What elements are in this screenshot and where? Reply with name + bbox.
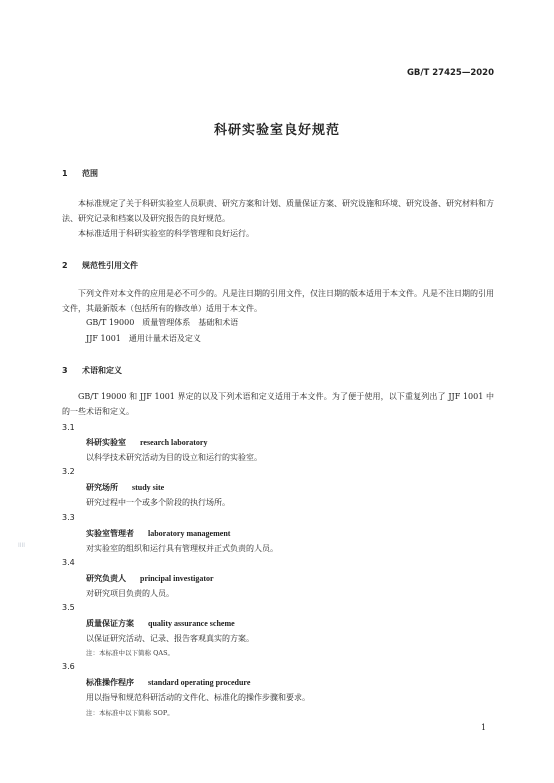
- section-2-heading: [62, 260, 138, 271]
- page-number: 1: [481, 723, 487, 732]
- section-number: 2: [62, 261, 68, 270]
- term-english: principal investigator: [140, 574, 214, 583]
- term-chinese: 质量保证方案: [86, 619, 134, 628]
- term-definition: 对研究项目负责的人员。: [86, 589, 174, 598]
- term-chinese: 研究负责人: [86, 574, 126, 583]
- section-1-paragraph-2: 本标准适用于科研实验室的科学管理和良好运行。: [78, 229, 254, 238]
- term-english: research laboratory: [140, 438, 208, 447]
- term-definition: 以科学技术研究活动为目的设立和运行的实验室。: [86, 453, 262, 462]
- section-title: 范围: [82, 169, 98, 178]
- term-heading: [86, 528, 230, 539]
- term-number: 3.3: [62, 513, 75, 522]
- reference-item: GB/T 19000 质量管理体系 基础和术语: [86, 318, 239, 327]
- term-heading: [86, 618, 235, 629]
- term-number: 3.6: [62, 662, 75, 671]
- scan-edge-mark: IIII: [18, 542, 26, 549]
- term-number: 3.4: [62, 558, 75, 567]
- term-note: 注：本标准中以下简称 QAS。: [86, 649, 175, 657]
- document-title: 科研实验室良好规范: [213, 123, 340, 138]
- term-chinese: 科研实验室: [86, 438, 126, 447]
- term-english: standard operating procedure: [148, 678, 251, 687]
- term-heading: [86, 482, 164, 493]
- section-1-heading: [62, 168, 98, 179]
- term-definition: 用以指导和规范科研活动的文件化、标准化的操作步骤和要求。: [86, 693, 310, 702]
- term-english: quality assurance scheme: [148, 619, 235, 628]
- term-chinese: 实验室管理者: [86, 529, 134, 538]
- section-title: 术语和定义: [82, 366, 122, 375]
- section-2-paragraph: 下列文件对本文件的应用是必不可少的。凡是注日期的引用文件，仅注日期的版本适用于本文件。凡是不注日期的引用文件，其最新版本（包括所有的修改单）适用于本文件。: [62, 289, 494, 313]
- term-english: study site: [132, 483, 165, 492]
- section-number: 1: [62, 169, 68, 178]
- term-heading: [86, 437, 207, 448]
- section-3-heading: [62, 365, 122, 376]
- term-number: 3.2: [62, 467, 75, 476]
- term-definition: 研究过程中一个或多个阶段的执行场所。: [86, 498, 230, 507]
- reference-item: JJF 1001 通用计量术语及定义: [86, 334, 201, 343]
- term-note: 注：本标准中以下简称 SOP。: [86, 709, 174, 717]
- term-chinese: 研究场所: [86, 483, 118, 492]
- section-number: 3: [62, 366, 68, 375]
- section-title: 规范性引用文件: [82, 261, 138, 270]
- term-number: 3.1: [62, 423, 75, 432]
- term-english: laboratory management: [148, 529, 231, 538]
- term-number: 3.5: [62, 603, 75, 612]
- term-chinese: 标准操作程序: [86, 678, 134, 687]
- term-heading: [86, 677, 250, 688]
- term-heading: [86, 573, 214, 584]
- standard-code: GB/T 27425—2020: [406, 68, 494, 78]
- section-3-paragraph: GB/T 19000 和 JJF 1001 界定的以及下列术语和定义适用于本文件。为了便于使用，以下重复列出了 JJF 1001 中的一些术语和定义。: [62, 392, 494, 416]
- term-definition: 对实验室的组织和运行具有管理权并正式负责的人员。: [86, 544, 278, 553]
- section-1-paragraph-1: 本标准规定了关于科研实验室人员职责、研究方案和计划、质量保证方案、研究设施和环境、研究设备、研究材料和方法、研究记录和档案以及研究报告的良好规范。: [62, 199, 494, 223]
- term-definition: 以保证研究活动、记录、报告客观真实的方案。: [86, 634, 254, 643]
